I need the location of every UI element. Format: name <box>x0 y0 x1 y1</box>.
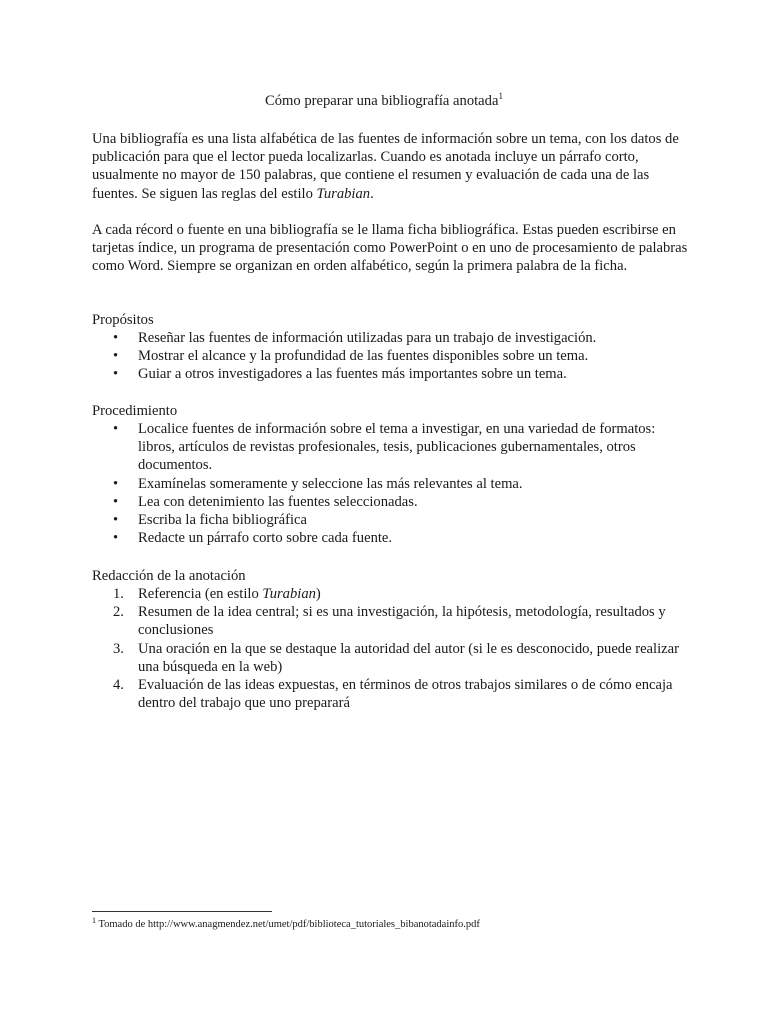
list-item <box>92 529 692 547</box>
list-item-italic: Turabian <box>262 586 316 602</box>
intro-paragraph-1 <box>92 130 692 203</box>
bullet-icon: • <box>113 366 119 383</box>
bullet-icon: • <box>113 512 119 529</box>
footnote <box>92 918 480 931</box>
annotation-list <box>92 585 692 712</box>
purposes-heading: Propósitos <box>92 312 154 328</box>
list-item-text: Mostrar el alcance y la profundidad de las fuentes disponibles sobre un tema. <box>138 348 589 365</box>
list-item <box>92 640 692 676</box>
list-item <box>92 603 692 639</box>
list-item <box>92 493 692 511</box>
footnote-divider <box>92 911 272 912</box>
list-item-text: Referencia (en estilo <box>138 586 263 602</box>
list-item-text: Evaluación de las ideas expuestas, en términos de otros trabajos similares o de cómo encaja dentro del trabajo que uno preparará <box>138 677 673 712</box>
bullet-icon: • <box>113 475 119 492</box>
bullet-icon: • <box>113 348 119 365</box>
list-number: 4. <box>113 677 124 694</box>
title-text: Cómo preparar una bibliografía anotada <box>265 93 499 109</box>
intro-p1-italic: Turabian <box>316 185 371 202</box>
list-item-end: ) <box>315 586 321 602</box>
list-item <box>92 420 692 475</box>
list-item <box>92 365 692 383</box>
document-title <box>0 92 768 110</box>
bullet-icon: • <box>113 530 119 547</box>
list-item-text: Guiar a otros investigadores a las fuentes más importantes sobre un tema. <box>138 366 567 383</box>
bullet-icon: • <box>113 330 119 346</box>
list-item-text: Resumen de la idea central; si es una investigación, la hipótesis, metodología, resultados y conclusiones <box>138 604 666 639</box>
list-item-text: Escriba la ficha bibliográfica <box>138 512 307 529</box>
list-item-text: Examínelas someramente y seleccione las más relevantes al tema. <box>138 475 523 492</box>
bullet-icon: • <box>113 493 119 510</box>
list-item-text: Redacte un párrafo corto sobre cada fuente. <box>138 530 393 547</box>
list-item <box>92 329 692 347</box>
bullet-icon: • <box>113 421 119 437</box>
footnote-mark: 1 <box>92 916 96 925</box>
list-number: 3. <box>113 640 124 657</box>
procedure-heading: Procedimiento <box>92 403 178 419</box>
list-item-text: Reseñar las fuentes de información utilizadas para un trabajo de investigación. <box>138 330 597 346</box>
title-footnote-mark: 1 <box>498 91 503 101</box>
list-item-text: Localice fuentes de información sobre el tema a investigar, en una variedad de formatos: libros, artículos de revistas profesionales, tesis, publicaciones gubernamentales, otros documentos. <box>138 421 656 474</box>
intro-p1-end: . <box>370 185 374 202</box>
list-item <box>92 511 692 529</box>
list-item <box>92 676 692 712</box>
purposes-list <box>92 329 692 384</box>
list-item-text: Lea con detenimiento las fuentes seleccionadas. <box>138 493 418 510</box>
footnote-text: Tomado de http://www.anagmendez.net/umet/pdf/biblioteca_tutoriales_bibanotadainfo.pdf <box>98 919 480 930</box>
procedure-list <box>92 420 692 547</box>
intro-p1-text: Una bibliografía es una lista alfabética de las fuentes de información sobre un tema, con los datos de publicación para que el lector pueda localizarlas. Cuando es anotada incluye un párrafo corto, usualmente no mayor de 150 palabras, que contiene el resumen y evaluación de cada una de las fuentes. Se siguen las reglas del estilo <box>92 131 679 202</box>
annotation-heading: Redacción de la anotación <box>92 568 246 584</box>
list-number: 2. <box>113 604 124 621</box>
list-item-text: Una oración en la que se destaque la autoridad del autor (si le es desconocido, puede realizar una búsqueda en la web) <box>138 640 679 675</box>
list-number: 1. <box>113 586 124 602</box>
list-item <box>92 347 692 365</box>
intro-paragraph-2: A cada récord o fuente en una bibliografía se le llama ficha bibliográfica. Estas pueden escribirse en tarjetas índice, un programa de presentación como PowerPoint o en uno de procesamiento de palabras como Word. Siempre se organizan en orden alfabético, según la primera palabra de la ficha. <box>92 222 688 275</box>
list-item <box>92 585 692 603</box>
list-item <box>92 475 692 493</box>
